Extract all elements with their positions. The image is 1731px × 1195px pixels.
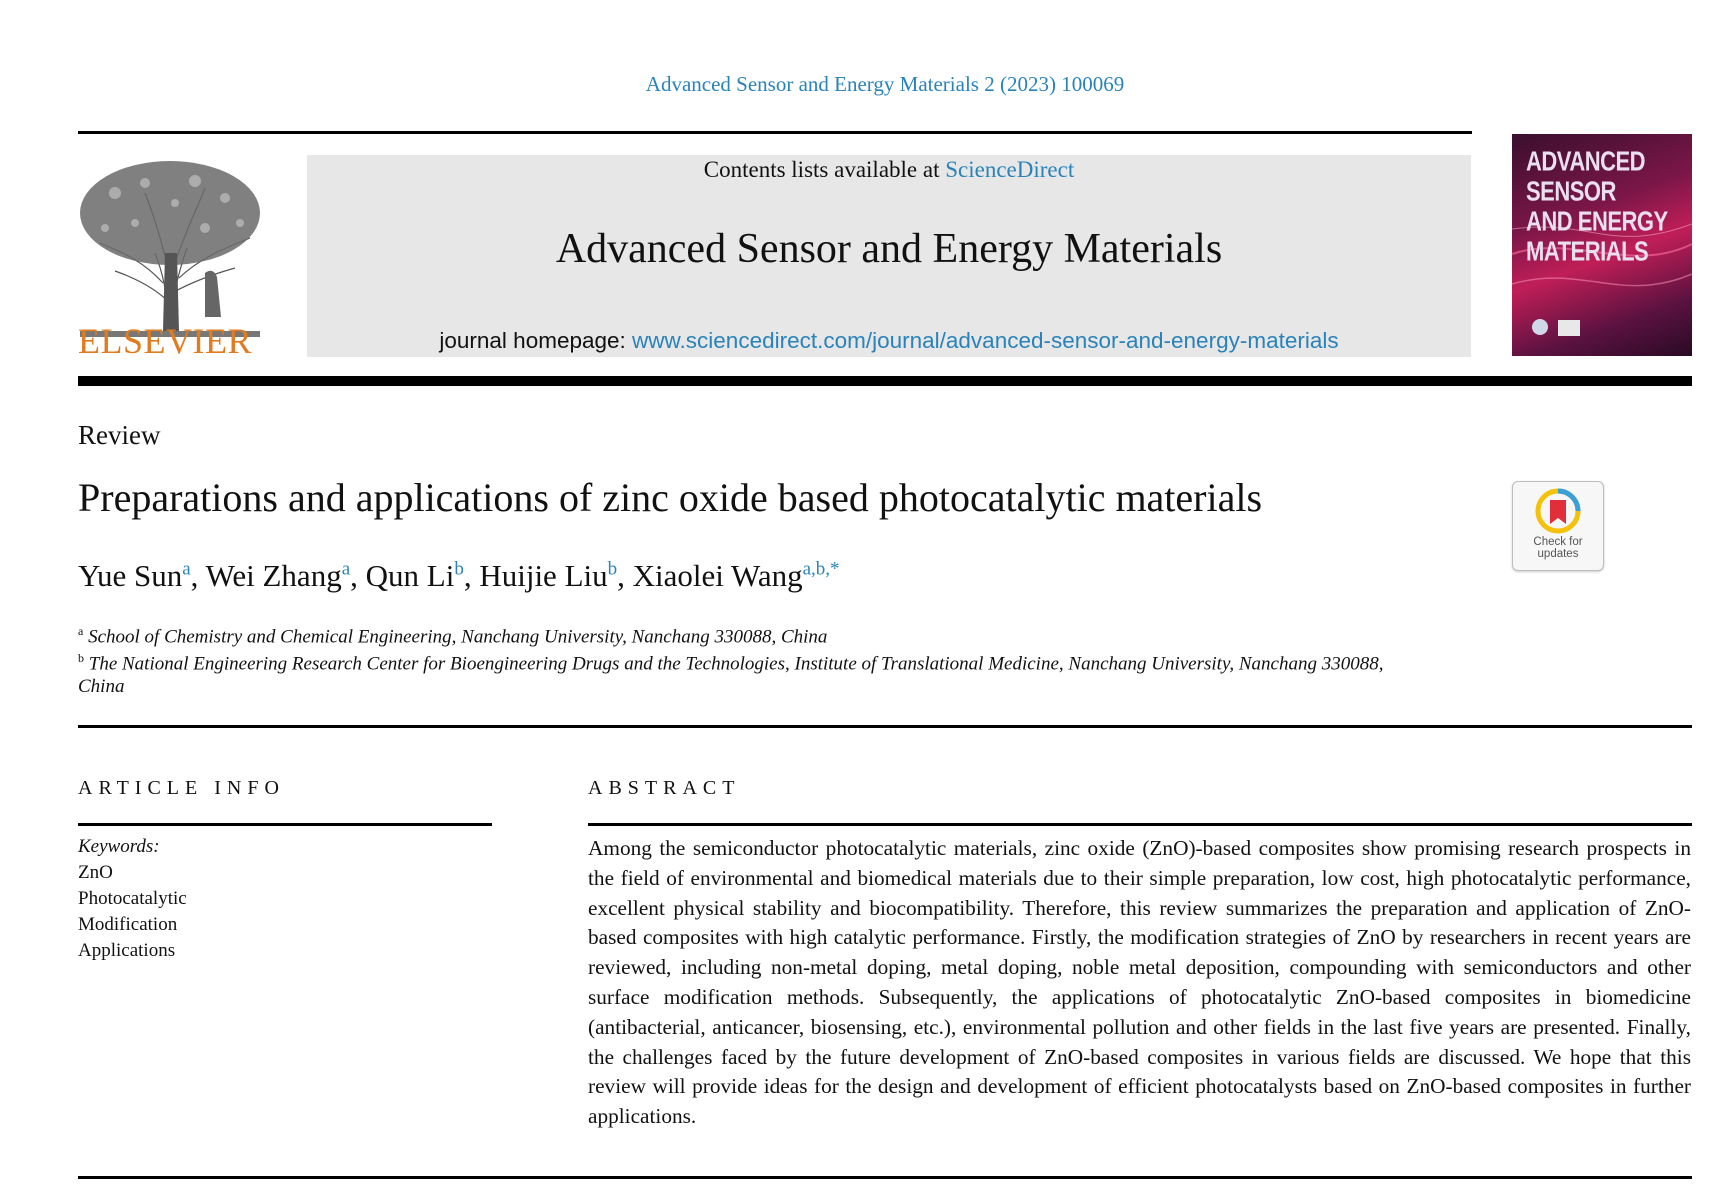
- elsevier-wordmark: ELSEVIER: [78, 321, 252, 361]
- author-separator: ,: [190, 558, 206, 593]
- article-info-heading: ARTICLE INFO: [78, 777, 285, 799]
- cover-line: MATERIALS: [1526, 235, 1649, 267]
- author[interactable]: Wei Zhang: [205, 558, 342, 593]
- abstract-text: Among the semiconductor photocatalytic materials, zinc oxide (ZnO)-based composites show promising research prospects in the field of environmental and biomedical materials due to their simple preparation, low cost, high photocatalytic performance, excellent physical stability and biocompatibility. Therefore, this review summarizes the preparation and application of ZnO-based composites with high catalytic performance. Firstly, the modification strategies of ZnO by researchers in recent years are reviewed, including non-metal doping, metal doping, noble metal deposition, compounding with semiconductors and other surface modification methods. Subsequently, the applications of photocatalytic ZnO-based composites in biomedicine (antibacterial, anticancer, biosensing, etc.), environmental pollution and other fields in the last five years are presented. Finally, the challenges faced by the future development of ZnO-based composites in various fields are discussed. We hope that this review will provide ideas for the design and development of efficient photocatalysts based on ZnO-based composites in further applications.: [588, 836, 1691, 1129]
- author-affiliation-mark[interactable]: a,b,*: [802, 558, 840, 580]
- keyword: Modification: [78, 914, 178, 935]
- journal-cover-image: [1512, 134, 1692, 356]
- affiliation-rule: [78, 725, 1692, 728]
- author-affiliation-mark[interactable]: b: [607, 558, 618, 580]
- author-affiliation-mark[interactable]: a: [341, 558, 351, 580]
- author[interactable]: Xiaolei Wang: [632, 558, 803, 593]
- author[interactable]: Qun Li: [365, 558, 455, 593]
- keyword: ZnO: [78, 862, 113, 883]
- journal-citation[interactable]: Advanced Sensor and Energy Materials 2 (2023) 100069: [645, 72, 1125, 96]
- check-updates-label: Check for updates: [1533, 536, 1583, 561]
- author-affiliation-mark[interactable]: b: [454, 558, 464, 580]
- check-updates-icon: [1535, 488, 1581, 534]
- article-info-rule: [78, 823, 492, 826]
- affiliation-text: The National Engineering Research Center for Bioengineering Drugs and the Technologies, Institute of Translational Medicine, Nanchang University, Nanchang 330088,: [88, 653, 1384, 675]
- author-affiliation-mark[interactable]: a: [182, 558, 191, 580]
- abstract-rule: [588, 823, 1692, 826]
- affiliation-a: [78, 624, 827, 648]
- affiliation-mark: b: [78, 651, 84, 665]
- sciencedirect-link[interactable]: ScienceDirect: [945, 157, 1075, 182]
- journal-name: Advanced Sensor and Energy Materials: [555, 226, 1223, 272]
- author-list: [78, 558, 840, 594]
- journal-banner: [307, 155, 1471, 357]
- cover-line: SENSOR: [1526, 175, 1616, 207]
- check-for-updates-badge[interactable]: [1512, 481, 1604, 571]
- article-title: Preparations and applications of zinc oxide based photocatalytic materials: [78, 475, 1263, 520]
- author-separator: ,: [617, 558, 633, 593]
- keyword: Photocatalytic: [78, 888, 187, 909]
- author[interactable]: Yue Sun: [78, 558, 183, 593]
- contents-prefix: Contents lists available at: [703, 157, 946, 182]
- affiliation-mark: a: [78, 624, 84, 638]
- journal-homepage: [307, 328, 1471, 354]
- keyword: Applications: [78, 940, 176, 961]
- author[interactable]: Huijie Liu: [479, 558, 608, 593]
- affiliation-b: [78, 651, 1383, 675]
- bottom-rule: [78, 1176, 1692, 1179]
- affiliation-text: School of Chemistry and Chemical Engineering, Nanchang University, Nanchang 330088, China: [88, 626, 828, 648]
- top-rule: [78, 131, 1472, 134]
- header-thick-rule: [78, 376, 1692, 386]
- author-separator: ,: [463, 558, 480, 593]
- homepage-label: journal homepage:: [439, 328, 633, 353]
- homepage-link[interactable]: www.sciencedirect.com/journal/advanced-sensor-and-energy-materials: [632, 328, 1339, 353]
- keywords-label: Keywords:: [78, 836, 160, 857]
- abstract-heading: ABSTRACT: [588, 777, 741, 799]
- author-separator: ,: [350, 558, 366, 593]
- cover-line: AND ENERGY: [1526, 205, 1668, 237]
- cover-line: ADVANCED: [1526, 145, 1646, 177]
- affiliation-b-continued: China: [78, 676, 125, 697]
- contents-line: [307, 157, 1471, 183]
- article-type: Review: [78, 420, 161, 450]
